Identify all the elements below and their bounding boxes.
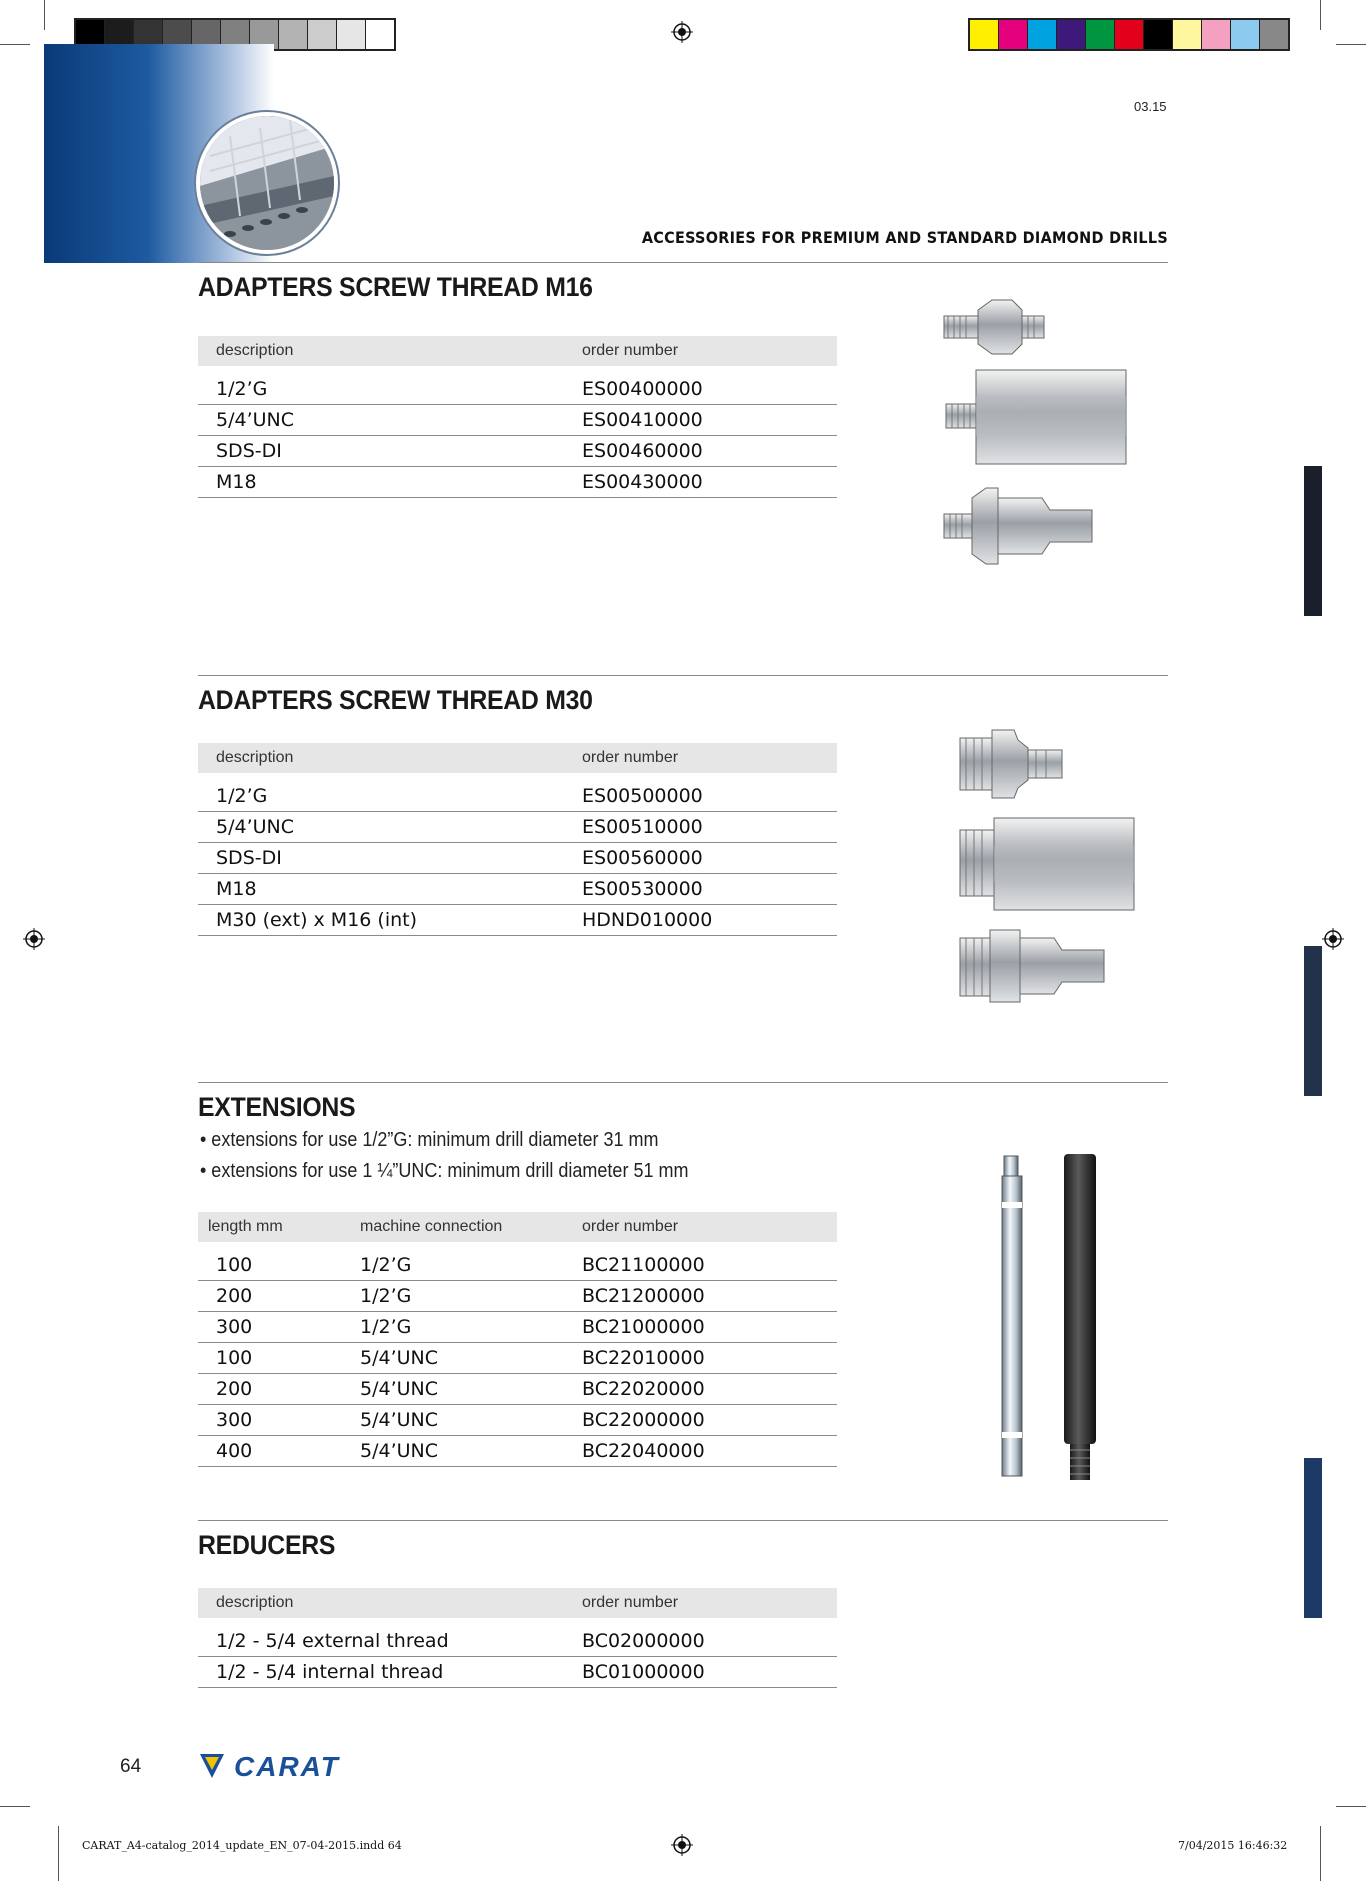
bullet-text: • extensions for use 1/2”G: minimum drill diameter 31 mm (200, 1129, 659, 1151)
brand-name: CARAT (234, 1751, 340, 1782)
cell-connection: 5/4’UNC (352, 1436, 564, 1467)
table-m16 (198, 336, 837, 498)
column-header-description: description (198, 336, 564, 366)
cell-length: 400 (198, 1436, 352, 1467)
table-row (198, 374, 837, 405)
cell-length: 200 (198, 1281, 352, 1312)
crop-mark (1320, 0, 1321, 30)
table-row (198, 812, 837, 843)
date-slug: 7/04/2015 16:46:32 (1178, 1839, 1288, 1852)
section-rule (198, 262, 1168, 263)
section-title-reducers: REDUCERS (198, 1530, 336, 1560)
edge-tab (1304, 466, 1322, 616)
table-row (198, 467, 837, 498)
cell-order-number: ES00460000 (564, 436, 837, 467)
section-rule (198, 675, 1168, 676)
cell-order-number: BC21100000 (564, 1250, 837, 1281)
section-rule (198, 1520, 1168, 1521)
cell-description: M30 (ext) x M16 (int) (198, 905, 564, 936)
table-row (198, 1436, 837, 1467)
column-header-order-number: order number (564, 1212, 837, 1242)
header-title: ACCESSORIES FOR PREMIUM AND STANDARD DIAMOND DRILLS (641, 228, 1168, 247)
cell-order-number: BC21000000 (564, 1312, 837, 1343)
table-row (198, 843, 837, 874)
crop-mark (44, 0, 45, 30)
cell-order-number: ES00560000 (564, 843, 837, 874)
cell-length: 100 (198, 1343, 352, 1374)
table-row (198, 1657, 837, 1688)
cell-order-number: ES00500000 (564, 781, 837, 812)
table-row (198, 905, 837, 936)
table-reducers (198, 1588, 837, 1688)
cell-connection: 5/4’UNC (352, 1405, 564, 1436)
cell-description: SDS-DI (198, 843, 564, 874)
cell-order-number: ES00530000 (564, 874, 837, 905)
column-header-description: description (198, 1588, 564, 1618)
column-header-order-number: order number (564, 336, 837, 366)
page-number: 64 (120, 1756, 142, 1777)
cell-connection: 1/2’G (352, 1250, 564, 1281)
table-row (198, 436, 837, 467)
cell-order-number: BC02000000 (564, 1626, 837, 1657)
cell-description: 5/4’UNC (198, 405, 564, 436)
cell-order-number: BC22020000 (564, 1374, 837, 1405)
registration-mark-icon (671, 21, 693, 43)
category-badge-image (196, 112, 338, 254)
bullet-text: • extensions for use 1 ¼”UNC: minimum drill diameter 51 mm (200, 1160, 689, 1182)
crop-mark (0, 1806, 30, 1807)
table-extensions (198, 1212, 837, 1467)
color-bar (968, 18, 1290, 51)
column-header-order-number: order number (564, 743, 837, 773)
crop-mark (0, 44, 30, 45)
table-row (198, 1312, 837, 1343)
adapter-m30-sds-image (958, 926, 1108, 1006)
cell-description: 1/2’G (198, 374, 564, 405)
cell-description: M18 (198, 467, 564, 498)
cell-description: 1/2’G (198, 781, 564, 812)
cell-order-number: ES00410000 (564, 405, 837, 436)
cell-order-number: ES00400000 (564, 374, 837, 405)
crop-mark (1320, 1826, 1321, 1881)
cell-order-number: HDND010000 (564, 905, 837, 936)
cell-description: M18 (198, 874, 564, 905)
cell-length: 100 (198, 1250, 352, 1281)
adapter-m16-sds-image (942, 484, 1098, 568)
cell-length: 200 (198, 1374, 352, 1405)
adapter-m16-long-image (944, 368, 1128, 466)
column-header-description: description (198, 743, 564, 773)
registration-mark-icon (23, 928, 45, 950)
edge-tab (1304, 946, 1322, 1096)
section-title-m30: ADAPTERS SCREW THREAD M30 (198, 685, 593, 715)
table-row (198, 1343, 837, 1374)
edge-tab (1304, 1458, 1322, 1618)
table-row (198, 405, 837, 436)
section-title-extensions: EXTENSIONS (198, 1092, 356, 1122)
table-row (198, 1281, 837, 1312)
section-rule (198, 1082, 1168, 1083)
cell-description: 5/4’UNC (198, 812, 564, 843)
carat-logo (198, 1748, 348, 1782)
table-row (198, 1374, 837, 1405)
crop-mark (58, 1826, 59, 1881)
table-row (198, 874, 837, 905)
cell-order-number: ES00430000 (564, 467, 837, 498)
cell-order-number: BC22000000 (564, 1405, 837, 1436)
table-row (198, 1626, 837, 1657)
version-label: 03.15 (1134, 99, 1167, 114)
cell-description: 1/2 - 5/4 internal thread (198, 1657, 564, 1688)
cell-length: 300 (198, 1405, 352, 1436)
cell-order-number: BC22010000 (564, 1343, 837, 1374)
table-row (198, 1250, 837, 1281)
adapter-m16-image (940, 296, 1046, 358)
cell-description: 1/2 - 5/4 external thread (198, 1626, 564, 1657)
table-row (198, 1405, 837, 1436)
cell-connection: 1/2’G (352, 1312, 564, 1343)
file-slug: CARAT_A4-catalog_2014_update_EN_07-04-2015.indd 64 (82, 1839, 402, 1852)
adapter-m30-long-image (958, 816, 1136, 912)
table-m30 (198, 743, 837, 936)
cell-connection: 5/4’UNC (352, 1343, 564, 1374)
cell-connection: 1/2’G (352, 1281, 564, 1312)
column-header-length: length mm (198, 1212, 352, 1242)
adapter-m30-image (958, 726, 1064, 802)
cell-connection: 5/4’UNC (352, 1374, 564, 1405)
extension-rods-image (994, 1152, 1150, 1484)
table-row (198, 781, 837, 812)
cell-length: 300 (198, 1312, 352, 1343)
cell-order-number: BC01000000 (564, 1657, 837, 1688)
crop-mark (1336, 44, 1366, 45)
registration-mark-icon (671, 1834, 693, 1856)
cell-order-number: BC22040000 (564, 1436, 837, 1467)
registration-mark-icon (1322, 928, 1344, 950)
column-header-connection: machine connection (352, 1212, 564, 1242)
section-title-m16: ADAPTERS SCREW THREAD M16 (198, 272, 593, 302)
cell-description: SDS-DI (198, 436, 564, 467)
cell-order-number: BC21200000 (564, 1281, 837, 1312)
cell-order-number: ES00510000 (564, 812, 837, 843)
column-header-order-number: order number (564, 1588, 837, 1618)
crop-mark (1336, 1806, 1366, 1807)
